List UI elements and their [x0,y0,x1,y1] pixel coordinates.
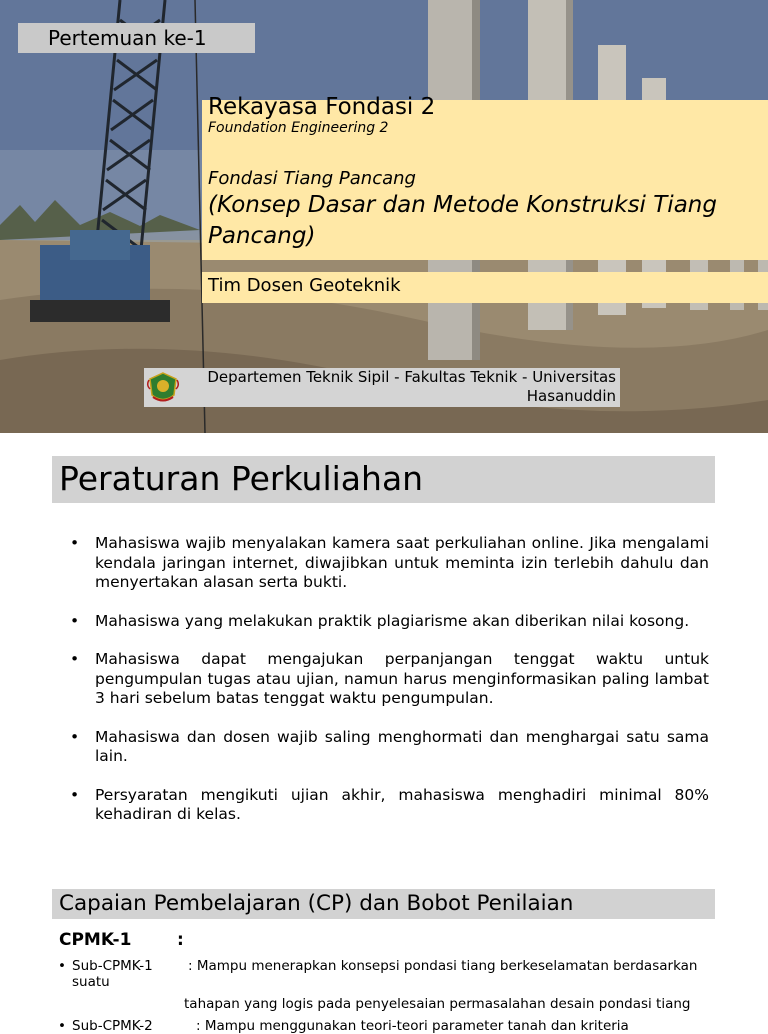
rules-list [70,534,709,844]
university-logo-icon [147,371,179,405]
course-subtitle: Foundation Engineering 2 [208,120,389,136]
list-item [70,650,709,709]
department-footer [144,368,620,407]
cpmk-title: CPMK-1 [59,930,132,950]
cp-heading: Capaian Pembelajaran (CP) dan Bobot Penilaian [52,889,715,919]
sub-cpmk-1-text: : Mampu menerapkan konsepsi pondasi tiang berkeselamatan berdasarkan [188,958,698,974]
topic-title: Fondasi Tiang Pancang [208,168,416,189]
bullet: • [70,534,80,552]
meeting-label: Pertemuan ke-1 [18,23,255,53]
course-title: Rekayasa Fondasi 2 [208,94,436,120]
title-slide [0,0,768,433]
list-item [70,728,709,767]
cpmk-colon: : [177,930,184,950]
rule-text: Mahasiswa dan dosen wajib saling menghormati dan menghargai satu sama lain. [95,727,709,765]
topic-detail: (Konsep Dasar dan Metode Konstruksi Tiang Pancang) [208,192,717,249]
sub-cpmk-2-label-text: Sub-CPMK-2 [72,1018,153,1034]
bullet: • [70,785,80,804]
department-text: Departemen Teknik Sipil - Fakultas Teknik - Universitas Hasanuddin [207,368,616,405]
rule-text: Mahasiswa wajib menyalakan kamera saat perkuliahan online. Jika mengalami kendala jaringan internet, diwajibkan untuk meminta izin terlebih dahulu dan menyertakan alasan serta bukti. [95,534,709,591]
bullet: • [58,1018,66,1034]
list-item [70,534,709,593]
title-panel [202,94,768,260]
bullet: • [70,650,80,668]
list-item [70,612,709,632]
sub-cpmk-2-text: : Mampu menggunakan teori-teori parameter tanah dan kriteria [196,1018,629,1034]
rules-heading: Peraturan Perkuliahan [52,456,715,503]
team-label: Tim Dosen Geoteknik [202,272,768,303]
bullet: • [58,958,66,974]
bullet: • [70,727,80,746]
rule-text: Persyaratan mengikuti ujian akhir, mahasiswa menghadiri minimal 80% kehadiran di kelas. [95,785,709,823]
list-item [70,786,709,825]
rule-text: Mahasiswa yang melakukan praktik plagiarisme akan diberikan nilai kosong. [95,611,690,630]
sub-cpmk-1-text-continued: tahapan yang logis pada penyelesaian permasalahan desain pondasi tiang [184,996,691,1012]
sub-cpmk-1-label-text: Sub-CPMK-1 suatu [72,958,153,990]
rule-text: Mahasiswa dapat mengajukan perpanjangan tenggat waktu untuk pengumpulan tugas atau ujian, namun harus menginformasikan paling lambat 3 hari sebelum batas tenggat waktu pengumpulan. [95,650,709,707]
bullet: • [70,611,80,630]
